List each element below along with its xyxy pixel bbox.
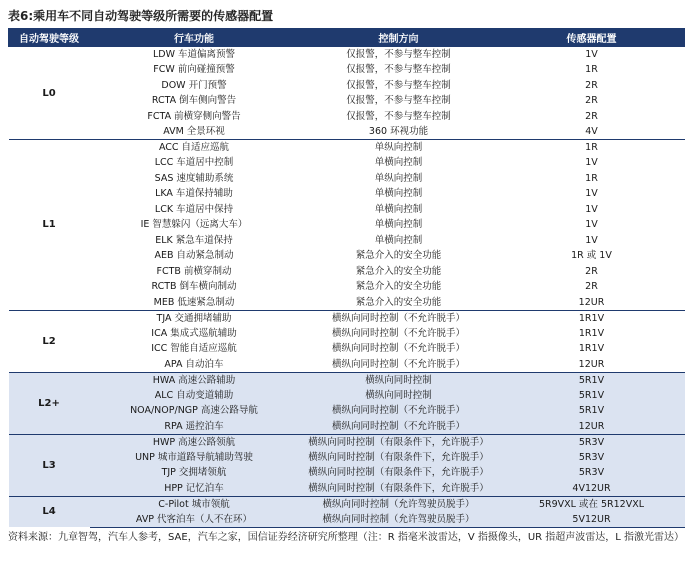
table-row — [9, 326, 685, 342]
control-cell: 横纵向同时控制（允许驾驶员脱手） — [299, 496, 499, 512]
control-cell: 横纵向同时控制（允许驾驶员脱手） — [299, 512, 499, 528]
table-row — [9, 357, 685, 373]
control-cell: 紧急介入的安全功能 — [355, 281, 442, 293]
control-cell: 仅报警，不参与整车控制 — [346, 79, 451, 91]
table-row — [9, 186, 685, 202]
header-sensor: 传感器配置 — [499, 29, 685, 47]
function-cell: AVP 代客泊车（人不在环） — [90, 512, 299, 528]
table-row — [9, 310, 685, 326]
function-cell: AVM 全景环视 — [163, 126, 225, 137]
function-cell: APA 自动泊车 — [164, 358, 224, 370]
sensor-cell: 1R1V — [578, 327, 605, 339]
sensor-cell: 2R — [585, 281, 598, 293]
table-title — [8, 7, 273, 25]
sensor-cell: 1V — [585, 188, 598, 200]
table-row — [9, 47, 685, 63]
control-cell: 横纵向同时控制（有限条件下，允许脱手） — [299, 465, 499, 481]
sensor-cell: 5R3V — [499, 465, 685, 481]
sensor-cell: 12UR — [578, 358, 605, 370]
control-cell: 仅报警，不参与整车控制 — [346, 110, 451, 122]
level-cell: L1 — [9, 140, 90, 311]
function-cell: RCTA 倒车侧向警告 — [151, 95, 237, 107]
control-cell: 单横向控制 — [374, 203, 423, 215]
sensor-cell: 1R — [585, 64, 598, 76]
table-row — [9, 512, 685, 528]
function-cell: MEB 低速紧急制动 — [153, 296, 235, 308]
table-row — [9, 124, 685, 140]
function-cell: HWP 高速公路领航 — [90, 434, 299, 450]
table-row — [9, 481, 685, 497]
control-cell: 仅报警，不参与整车控制 — [346, 64, 451, 76]
sensor-cell: 5R1V — [499, 388, 685, 404]
function-cell: DOW 开门预警 — [161, 79, 227, 91]
level-group — [9, 372, 685, 434]
sensor-cell: 2R — [585, 95, 598, 107]
sensor-cell: 1V — [585, 219, 598, 231]
control-cell: 横纵向同时控制（不允许脱手） — [299, 403, 499, 419]
table-row — [9, 388, 685, 404]
function-cell: LCK 车道居中保持 — [154, 203, 234, 215]
sensor-cell: 5V12UR — [499, 512, 685, 528]
table-row — [9, 264, 685, 280]
table-row — [9, 248, 685, 264]
function-cell: C-Pilot 城市领航 — [90, 496, 299, 512]
function-cell: TJA 交通拥堵辅助 — [90, 310, 299, 326]
sensor-cell: 1R1V — [499, 310, 685, 326]
table-row — [9, 434, 685, 450]
table-row — [9, 93, 685, 109]
function-cell: UNP 城市道路导航辅助驾驶 — [90, 450, 299, 466]
header-row — [9, 29, 685, 47]
function-cell: RPA 遥控泊车 — [90, 419, 299, 435]
header-level: 自动驾驶等级 — [9, 29, 90, 47]
level-group — [9, 140, 685, 311]
table-row — [9, 171, 685, 187]
control-cell: 横纵向同时控制（不允许脱手） — [331, 343, 465, 355]
sensor-cell: 1R — [585, 172, 598, 184]
table-row — [9, 217, 685, 233]
sensor-cell: 5R1V — [499, 403, 685, 419]
sensor-cell: 5R3V — [499, 450, 685, 466]
control-cell: 横纵向同时控制 — [299, 372, 499, 388]
header-function: 行车功能 — [90, 29, 299, 47]
control-cell: 横纵向同时控制（不允许脱手） — [331, 327, 465, 339]
table-row — [9, 341, 685, 357]
control-cell: 单横向控制 — [374, 188, 423, 200]
sensor-cell: 1R — [499, 140, 685, 156]
table-row — [9, 372, 685, 388]
function-cell: ELK 紧急车道保持 — [155, 234, 233, 246]
function-cell: HPP 记忆泊车 — [90, 481, 299, 497]
sensor-cell: 1V — [585, 157, 598, 169]
function-cell: AEB 自动紧急制动 — [154, 250, 234, 262]
table-row — [9, 155, 685, 171]
function-cell: HWA 高速公路辅助 — [90, 372, 299, 388]
control-cell: 紧急介入的安全功能 — [355, 296, 442, 308]
function-cell: ACC 自适应巡航 — [90, 140, 299, 156]
sensor-cell: 5R9VXL 或在 5R12VXL — [499, 496, 685, 512]
sensor-cell: 4V12UR — [499, 481, 685, 497]
table-row — [9, 295, 685, 311]
function-cell: TJP 交拥堵领航 — [90, 465, 299, 481]
table-row — [9, 450, 685, 466]
table-number: 表6: — [8, 9, 34, 23]
function-cell: SAS 速度辅助系统 — [154, 172, 234, 184]
sensor-cell: 5R3V — [499, 434, 685, 450]
function-cell: NOA/NOP/NGP 高速公路导航 — [90, 403, 299, 419]
function-cell: FCTA 前横穿侧向警告 — [147, 110, 241, 122]
control-cell: 横纵向同时控制 — [299, 388, 499, 404]
control-cell: 单横向控制 — [374, 219, 423, 231]
control-cell: 360 环视功能 — [368, 126, 429, 137]
function-cell: LCC 车道居中控制 — [154, 157, 234, 169]
function-cell: RCTB 倒车横向制动 — [151, 281, 237, 293]
sensor-cell: 2R — [585, 79, 598, 91]
control-cell: 仅报警，不参与整车控制 — [299, 47, 499, 63]
table-row — [9, 109, 685, 125]
sensor-cell: 12UR — [499, 419, 685, 435]
table-row — [9, 233, 685, 249]
sensor-cell: 12UR — [578, 296, 605, 308]
function-cell: LKA 车道保持辅助 — [155, 188, 233, 200]
sensor-cell: 2R — [585, 265, 598, 277]
header-control: 控制方向 — [299, 29, 499, 47]
level-cell: L2 — [9, 310, 90, 372]
table-row — [9, 202, 685, 218]
control-cell: 横纵向同时控制（不允许脱手） — [331, 358, 465, 370]
sensor-cell: 1R1V — [578, 343, 605, 355]
level-group — [9, 310, 685, 372]
control-cell: 单纵向控制 — [374, 172, 423, 184]
table-row — [9, 62, 685, 78]
function-cell: ICA 集成式巡航辅助 — [151, 327, 237, 339]
source-note: 资料来源：九章智驾，汽车人参考，SAE，汽车之家，国信证券经济研究所整理（注：R 指毫米波雷达，V 指摄像头，UR 指超声波雷达，L 指激光雷达） — [8, 532, 685, 543]
control-cell: 单纵向控制 — [299, 140, 499, 156]
control-cell: 横纵向同时控制（不允许脱手） — [299, 310, 499, 326]
control-cell: 横纵向同时控制（有限条件下，允许脱手） — [299, 450, 499, 466]
table-row — [9, 419, 685, 435]
table-row — [9, 403, 685, 419]
control-cell: 仅报警，不参与整车控制 — [346, 95, 451, 107]
sensor-cell: 4V — [585, 126, 598, 137]
table-row — [9, 140, 685, 156]
level-group — [9, 496, 685, 527]
sensor-cell: 5R1V — [499, 372, 685, 388]
function-cell: FCW 前向碰撞预警 — [153, 64, 235, 76]
sensor-cell: 1V — [585, 203, 598, 215]
function-cell: ICC 智能自适应巡航 — [151, 343, 237, 355]
level-cell: L3 — [9, 434, 90, 496]
level-group — [9, 434, 685, 496]
function-cell: ALC 自动变道辅助 — [90, 388, 299, 404]
control-cell: 单横向控制 — [374, 234, 423, 246]
control-cell: 紧急介入的安全功能 — [355, 250, 442, 262]
level-cell: L2+ — [9, 372, 90, 434]
function-cell: FCTB 前横穿制动 — [156, 265, 232, 277]
control-cell: 单横向控制 — [374, 157, 423, 169]
sensor-cell: 1V — [499, 47, 685, 63]
sensor-cell: 1V — [585, 234, 598, 246]
table-title-text: 乘用车不同自动驾驶等级所需要的传感器配置 — [33, 9, 274, 23]
function-cell: LDW 车道偏离预警 — [90, 47, 299, 63]
sensor-config-table — [8, 28, 685, 528]
control-cell: 横纵向同时控制（有限条件下，允许脱手） — [299, 481, 499, 497]
sensor-cell: 1R 或 1V — [571, 250, 612, 262]
function-cell: IE 智慧躲闪（远离大车） — [140, 219, 248, 231]
control-cell: 紧急介入的安全功能 — [355, 265, 442, 277]
table-row — [9, 279, 685, 295]
level-cell: L4 — [9, 496, 90, 527]
level-cell: L0 — [9, 47, 90, 140]
table-row — [9, 465, 685, 481]
control-cell: 横纵向同时控制（有限条件下，允许脱手） — [299, 434, 499, 450]
level-group — [9, 47, 685, 140]
table-row — [9, 496, 685, 512]
control-cell: 横纵向同时控制（不允许脱手） — [299, 419, 499, 435]
sensor-cell: 2R — [585, 110, 598, 122]
table-row — [9, 78, 685, 94]
